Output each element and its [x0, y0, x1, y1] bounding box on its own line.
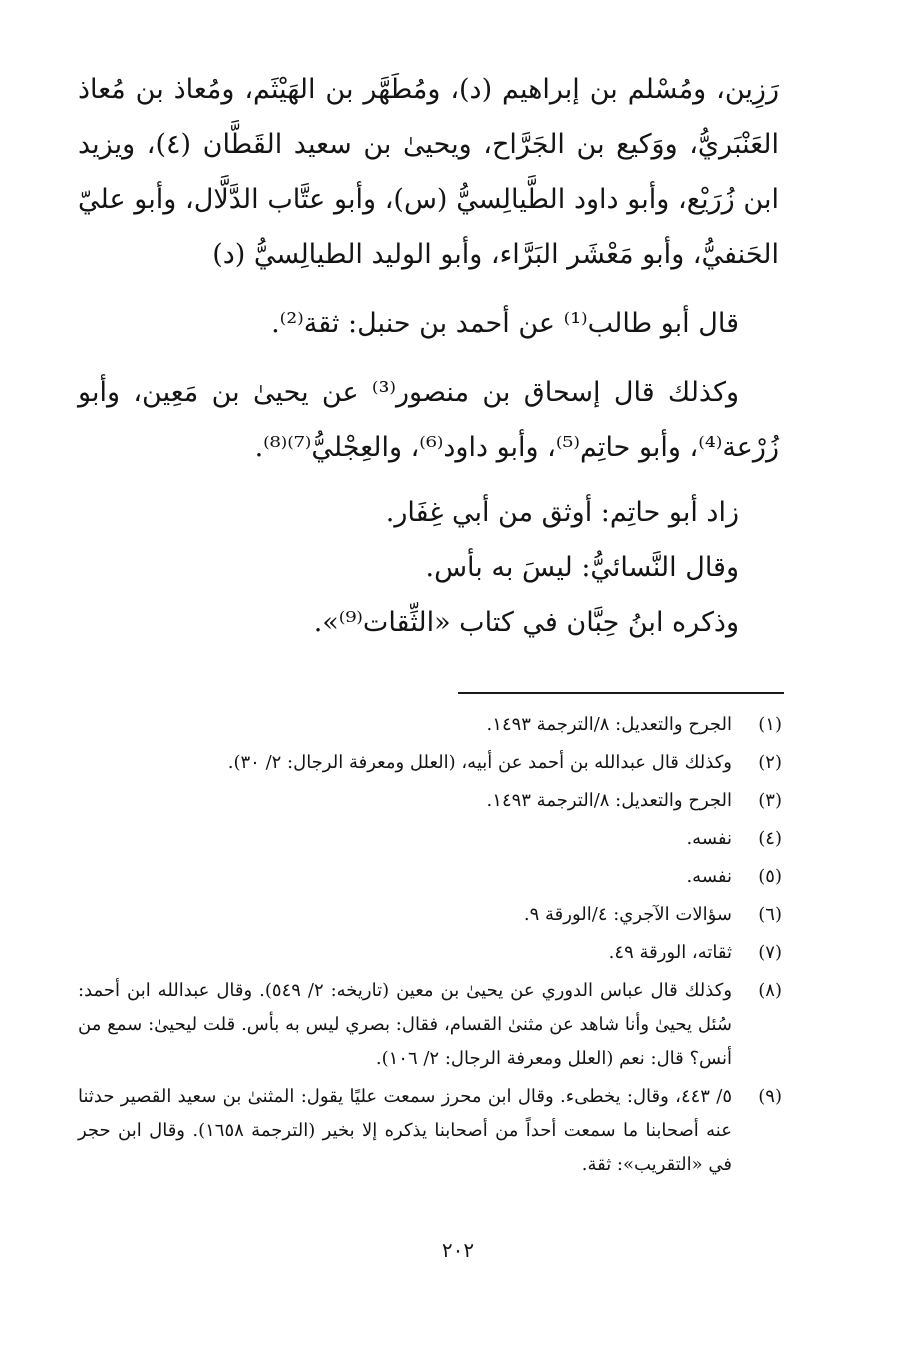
narrators-list-paragraph: رَزِين، ومُسْلم بن إبراهيم (د)، ومُطَهَّر بن الهَيْثَم، ومُعاذ بن مُعاذ العَنْبَريُّ، ووَكيع بن الجَرَّاح، ويحيىٰ بن سعيد القَطَّان (٤)، ويزيد ابن زُرَيْع، وأبو داود الطَّيالِسيُّ (س)، وأبو عتَّاب الدَّلَّال، وأبو عليّ الحَنفيُّ، وأبو مَعْشَر البَرَّاء، وأبو الوليد الطيالِسيُّ (د): [78, 74, 780, 270]
ishaq-paragraph: وكذلك قال إسحاق بن منصور⁽³⁾ عن يحيىٰ بن مَعِين، وأبو زُرْعة⁽⁴⁾، وأبو حاتِم⁽⁵⁾، وأبو داود⁽⁶⁾، والعِجْليُّ⁽⁷⁾⁽⁸⁾.: [78, 377, 779, 463]
abu-talib-paragraph: قال أبو طالب⁽¹⁾ عن أحمد بن حنبل: ثقة⁽²⁾.: [271, 308, 739, 339]
footnote-divider: [458, 692, 784, 694]
footnote-text: سؤالات الآجري: ٤/الورقة ٩.: [523, 904, 732, 925]
footnote: [78, 822, 782, 856]
footnote-text: وكذلك قال عبدالله بن أحمد عن أبيه، (العلل ومعرفة الرجال: ٢/ ٣٠).: [227, 752, 732, 773]
footnote-text: ٥/ ٤٤٣، وقال: يخطىء. وقال ابن محرز سمعت عليًا يقول: المثنىٰ بن سعيد القصير حدثنا عنه أصحابنا ما سمعت أحداً من أصحابنا يذكره إلا بخير (الترجمة ١٦٥٨). وقال ابن حجر في «التقريب»: ثقة.: [78, 1086, 732, 1175]
footnote: [78, 746, 782, 780]
footnote-number: (٤): [758, 828, 782, 849]
footnote: [78, 936, 782, 970]
footnote: [78, 1080, 782, 1182]
footnote: [78, 860, 782, 894]
footnote-number: (١): [758, 714, 782, 735]
footnote-number: (٦): [758, 904, 782, 925]
page-number: ٢٠٢: [441, 1238, 475, 1262]
footnote-text: نفسه.: [686, 828, 732, 849]
footnote-text: وكذلك قال عباس الدوري عن يحيىٰ بن معين (تاريخه: ٢/ ٥٤٩). وقال عبدالله ابن أحمد: سُئل يحيىٰ وأنا شاهد عن مثنىٰ القسام، فقال: بصري ليس به بأس. قلت ليحيىٰ: سمع من أنس؟ قال: نعم (العلل ومعرفة الرجال: ٢/ ١٠٦).: [78, 980, 733, 1069]
footnote: [78, 784, 782, 818]
footnote-text: الجرح والتعديل: ٨/الترجمة ١٤٩٣.: [486, 790, 732, 811]
footnote-number: (٧): [758, 942, 782, 963]
footnote-text: الجرح والتعديل: ٨/الترجمة ١٤٩٣.: [486, 714, 732, 735]
footnote-number: (٥): [758, 866, 782, 887]
footnote: [78, 708, 782, 742]
main-text: [78, 62, 779, 650]
footnote-number: (٣): [758, 790, 782, 811]
footnote: [78, 974, 782, 1076]
footnote-number: (٩): [758, 1086, 782, 1107]
footnote-number: (٨): [758, 980, 782, 1001]
ibn-hibban-line: وذكره ابنُ حِبَّان في كتاب «الثِّقات⁽⁹⁾».: [313, 607, 739, 638]
nasai-line: وقال النَّسائيُّ: ليسَ به بأس.: [425, 552, 739, 583]
footnotes-section: [78, 708, 782, 1186]
footnote-text: ثقاته، الورقة ٤٩.: [608, 942, 732, 963]
footnote-number: (٢): [758, 752, 782, 773]
footnote: [78, 898, 782, 932]
abu-hatim-line: زاد أبو حاتِم: أوثق من أبي غِفَار.: [385, 497, 739, 528]
footnote-text: نفسه.: [686, 866, 732, 887]
